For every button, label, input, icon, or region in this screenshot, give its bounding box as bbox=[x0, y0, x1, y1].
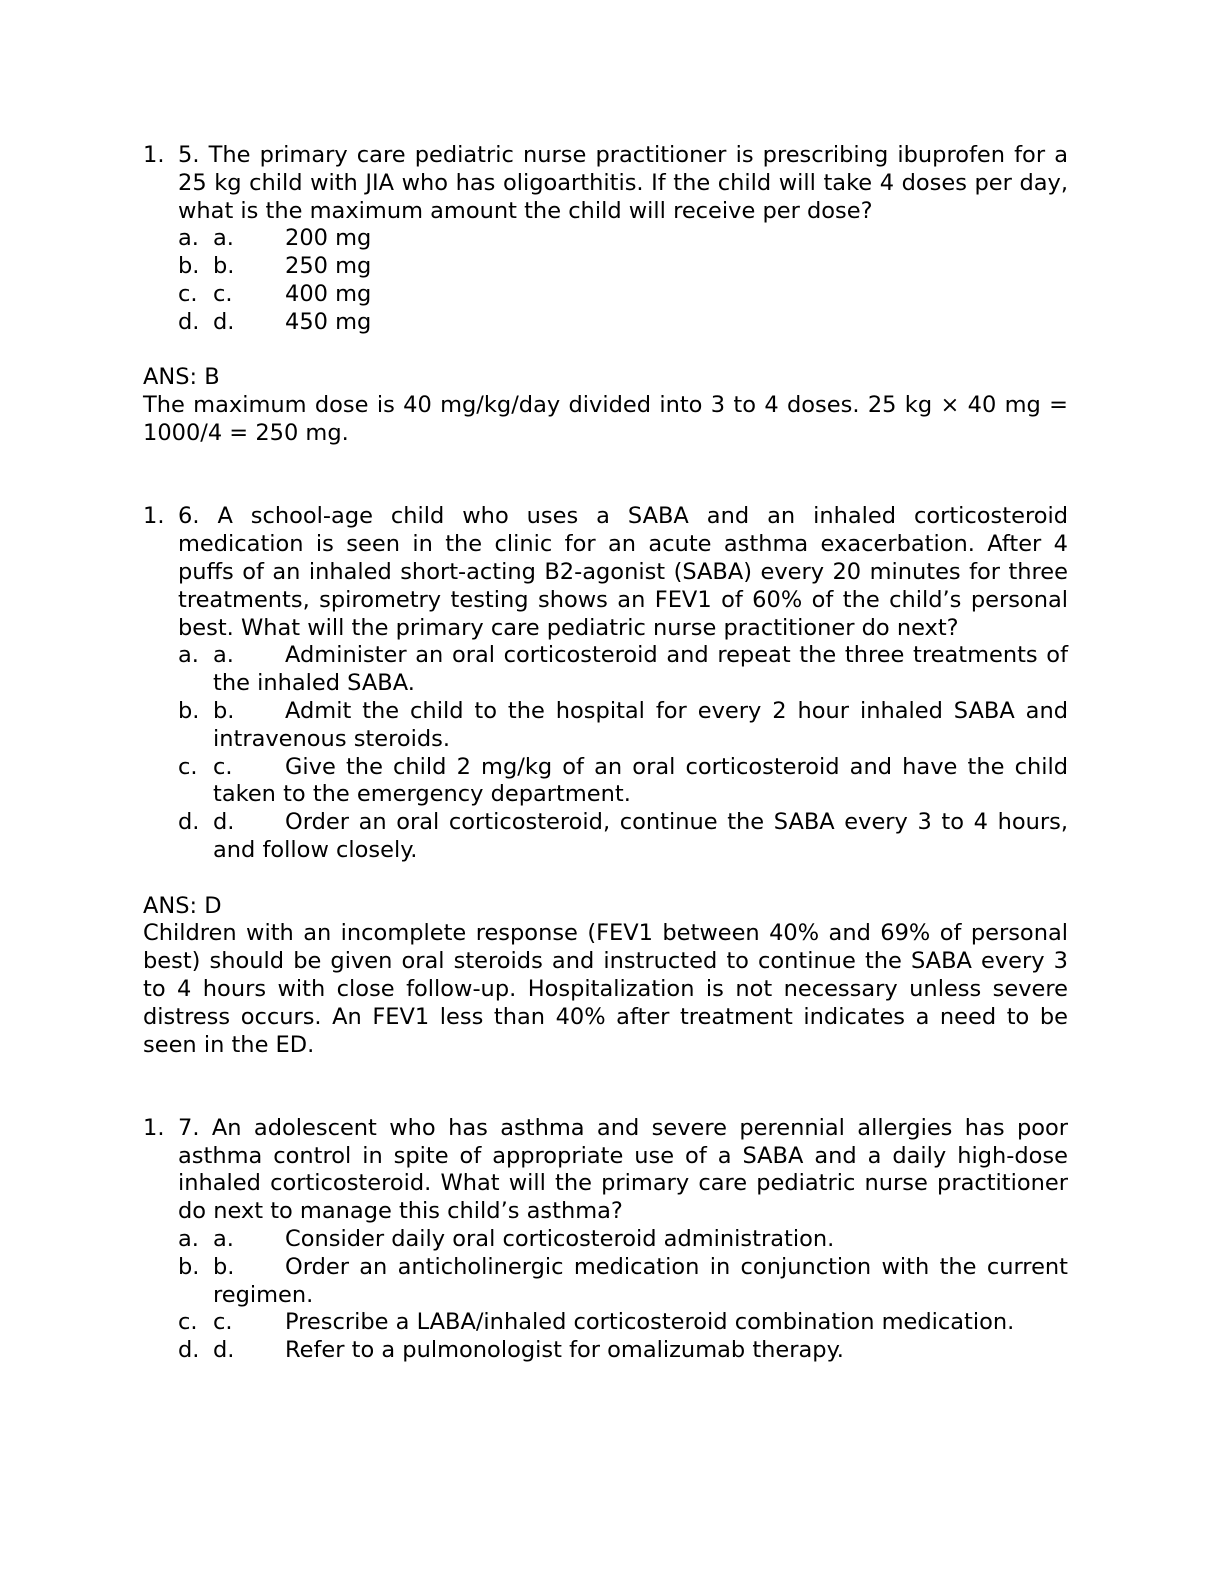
option-marker: d. bbox=[178, 809, 200, 836]
answer-option-b bbox=[178, 253, 1068, 281]
question-text: An adolescent who has asthma and severe perennial allergies has poor asthma control in spite of appropriate use of a SABA and a daily high-dose inhaled corticosteroid. What will the primary care pediatric nurse practitioner do next to manage this child’s asthma? bbox=[178, 1114, 1069, 1225]
option-body bbox=[213, 698, 1068, 754]
option-body bbox=[213, 809, 1068, 865]
answer-block bbox=[143, 364, 1068, 447]
answer-options bbox=[143, 642, 1068, 864]
list-marker: 1. bbox=[143, 142, 165, 168]
option-marker: c. bbox=[178, 753, 198, 780]
answer-option-c bbox=[178, 281, 1068, 309]
option-text: Prescribe a LABA/inhaled corticosteroid combination medication. bbox=[285, 1309, 1015, 1336]
option-body bbox=[213, 1226, 1068, 1254]
answer-option-c bbox=[178, 1309, 1068, 1337]
answer-rationale: Children with an incomplete response (FEV1 between 40% and 69% of personal best) should be given oral steroids and instructed to continue the SABA every 3 to 4 hours with close follow-up. Hospitalization is not necessary unless severe distress occurs. An FEV1 less than 40% after treatment indicates a need to be seen in the ED. bbox=[143, 920, 1068, 1058]
option-letter: c. bbox=[213, 753, 233, 780]
option-marker: a. bbox=[178, 225, 199, 252]
option-body bbox=[213, 1337, 1068, 1365]
option-text: 400 mg bbox=[285, 280, 372, 307]
option-letter: a. bbox=[213, 225, 234, 252]
answer-options bbox=[143, 225, 1068, 336]
answer-key: ANS: B bbox=[143, 364, 220, 391]
question-stem bbox=[178, 1115, 1068, 1226]
answer-block bbox=[143, 893, 1068, 1060]
answer-option-d bbox=[178, 309, 1068, 337]
option-marker: d. bbox=[178, 1337, 200, 1364]
question-stem bbox=[178, 142, 1068, 225]
option-body bbox=[213, 1309, 1068, 1337]
answer-option-d bbox=[178, 809, 1068, 865]
option-body bbox=[213, 642, 1068, 698]
option-text: Order an anticholinergic medication in conjunction with the current regimen. bbox=[213, 1253, 1068, 1308]
option-marker: a. bbox=[178, 642, 199, 669]
question-stem-row bbox=[143, 503, 1068, 642]
spacer bbox=[143, 448, 1068, 504]
option-letter: d. bbox=[213, 1337, 235, 1364]
question-number: 7. bbox=[178, 1114, 200, 1141]
option-marker: c. bbox=[178, 1309, 198, 1336]
option-letter: b. bbox=[213, 697, 235, 724]
answer-option-b bbox=[178, 1254, 1068, 1310]
option-letter: b. bbox=[213, 1253, 235, 1280]
option-text: Refer to a pulmonologist for omalizumab therapy. bbox=[285, 1337, 844, 1364]
question-number: 6. bbox=[178, 503, 200, 530]
option-letter: d. bbox=[213, 809, 235, 836]
answer-option-c bbox=[178, 754, 1068, 810]
option-marker: c. bbox=[178, 280, 198, 307]
answer-key: ANS: D bbox=[143, 892, 222, 919]
option-marker: d. bbox=[178, 308, 200, 335]
answer-rationale: The maximum dose is 40 mg/kg/day divided into 3 to 4 doses. 25 kg × 40 mg = 1000/4 = 250 mg. bbox=[143, 392, 1068, 446]
option-marker: b. bbox=[178, 1253, 200, 1280]
answer-option-d bbox=[178, 1337, 1068, 1365]
answer-options bbox=[143, 1226, 1068, 1365]
question-block-6 bbox=[143, 503, 1068, 1059]
answer-option-b bbox=[178, 698, 1068, 754]
option-text: Consider daily oral corticosteroid administration. bbox=[285, 1226, 835, 1253]
list-marker: 1. bbox=[143, 503, 165, 530]
option-marker: a. bbox=[178, 1226, 199, 1253]
answer-option-a bbox=[178, 225, 1068, 253]
option-text: Give the child 2 mg/kg of an oral corticosteroid and have the child taken to the emergency department. bbox=[213, 753, 1068, 808]
option-text: Admit the child to the hospital for every 2 hour inhaled SABA and intravenous steroids. bbox=[213, 697, 1068, 752]
option-marker: b. bbox=[178, 697, 200, 724]
spacer bbox=[143, 1059, 1068, 1115]
option-text: 450 mg bbox=[285, 308, 372, 335]
option-text: Administer an oral corticosteroid and repeat the three treatments of the inhaled SABA. bbox=[213, 642, 1068, 697]
option-text: 250 mg bbox=[285, 253, 372, 280]
option-letter: a. bbox=[213, 642, 234, 669]
question-number: 5. bbox=[178, 142, 200, 168]
question-stem bbox=[178, 503, 1068, 642]
option-body bbox=[213, 754, 1068, 810]
question-stem-row bbox=[143, 1115, 1068, 1226]
question-block-5 bbox=[143, 142, 1068, 448]
question-text: The primary care pediatric nurse practitioner is prescribing ibuprofen for a 25 kg child with JIA who has oligoarthitis. If the child will take 4 doses per day, what is the maximum amount the child will receive per dose? bbox=[178, 142, 1068, 224]
question-block-7 bbox=[143, 1115, 1068, 1365]
option-body bbox=[213, 1254, 1068, 1310]
option-text: Order an oral corticosteroid, continue the SABA every 3 to 4 hours, and follow closely. bbox=[213, 809, 1068, 863]
option-letter: a. bbox=[213, 1226, 234, 1253]
option-letter: d. bbox=[213, 308, 235, 335]
option-marker: b. bbox=[178, 253, 200, 280]
document-page bbox=[143, 142, 1068, 1365]
question-text: A school-age child who uses a SABA and an inhaled corticosteroid medication is seen in the clinic for an acute asthma exacerbation. After 4 puffs of an inhaled short-acting B2-agonist (SABA) every 20 minutes for three treatments, spirometry testing shows an FEV1 of 60% of the child’s personal best. What will the primary care pediatric nurse practitioner do next? bbox=[178, 503, 1068, 641]
list-marker: 1. bbox=[143, 1114, 165, 1141]
option-letter: c. bbox=[213, 1309, 233, 1336]
option-letter: b. bbox=[213, 253, 235, 280]
question-stem-row bbox=[143, 142, 1068, 225]
option-text: 200 mg bbox=[285, 225, 372, 252]
answer-option-a bbox=[178, 1226, 1068, 1254]
option-letter: c. bbox=[213, 280, 233, 307]
answer-option-a bbox=[178, 642, 1068, 698]
